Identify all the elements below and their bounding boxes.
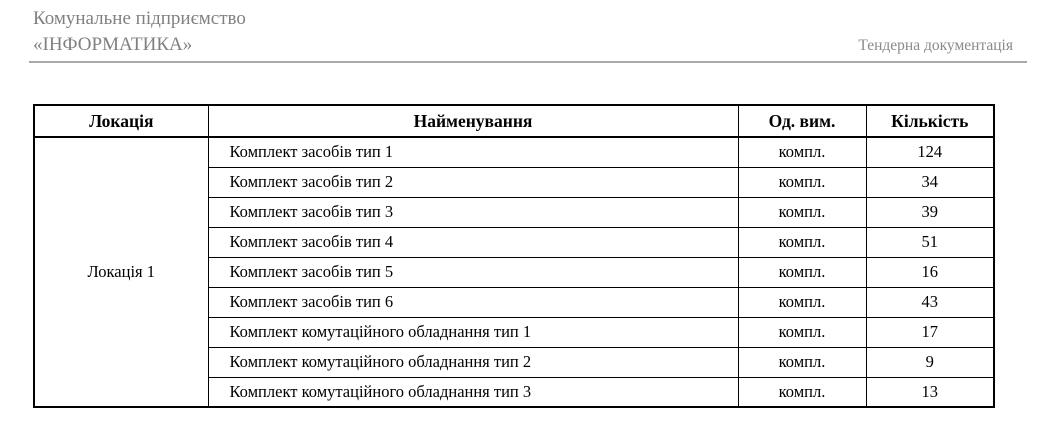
item-name: Комплект засобів тип 3 xyxy=(208,197,738,227)
item-unit: компл. xyxy=(738,167,866,197)
item-unit: компл. xyxy=(738,137,866,167)
item-unit: компл. xyxy=(738,377,866,407)
item-quantity: 16 xyxy=(866,257,994,287)
column-header-location: Локація xyxy=(34,105,208,137)
item-quantity: 39 xyxy=(866,197,994,227)
table-header-row xyxy=(34,105,994,137)
item-unit: компл. xyxy=(738,347,866,377)
item-unit: компл. xyxy=(738,227,866,257)
document-header xyxy=(29,4,1027,63)
column-header-quantity: Кількість xyxy=(866,105,994,137)
item-quantity: 9 xyxy=(866,347,994,377)
item-quantity: 51 xyxy=(866,227,994,257)
item-name: Комплект комутаційного обладнання тип 1 xyxy=(208,317,738,347)
item-unit: компл. xyxy=(738,317,866,347)
item-name: Комплект комутаційного обладнання тип 3 xyxy=(208,377,738,407)
item-quantity: 34 xyxy=(866,167,994,197)
organization-name xyxy=(33,6,246,58)
item-name: Комплект засобів тип 4 xyxy=(208,227,738,257)
item-unit: компл. xyxy=(738,257,866,287)
item-unit: компл. xyxy=(738,197,866,227)
item-unit: компл. xyxy=(738,287,866,317)
item-quantity: 43 xyxy=(866,287,994,317)
organization-name-line1: Комунальне підприємство xyxy=(33,8,246,29)
item-quantity: 124 xyxy=(866,137,994,167)
table-row xyxy=(34,137,994,167)
column-header-name: Найменування xyxy=(208,105,738,137)
tender-items-table xyxy=(33,104,995,408)
item-name: Комплект засобів тип 2 xyxy=(208,167,738,197)
item-quantity: 17 xyxy=(866,317,994,347)
item-quantity: 13 xyxy=(866,377,994,407)
item-name: Комплект засобів тип 5 xyxy=(208,257,738,287)
column-header-unit: Од. вим. xyxy=(738,105,866,137)
item-name: Комплект комутаційного обладнання тип 2 xyxy=(208,347,738,377)
item-name: Комплект засобів тип 1 xyxy=(208,137,738,167)
item-name: Комплект засобів тип 6 xyxy=(208,287,738,317)
organization-name-line2: «ІНФОРМАТИКА» xyxy=(33,34,193,55)
document-type-label: Тендерна документація xyxy=(858,37,1013,54)
location-cell: Локація 1 xyxy=(34,137,208,407)
